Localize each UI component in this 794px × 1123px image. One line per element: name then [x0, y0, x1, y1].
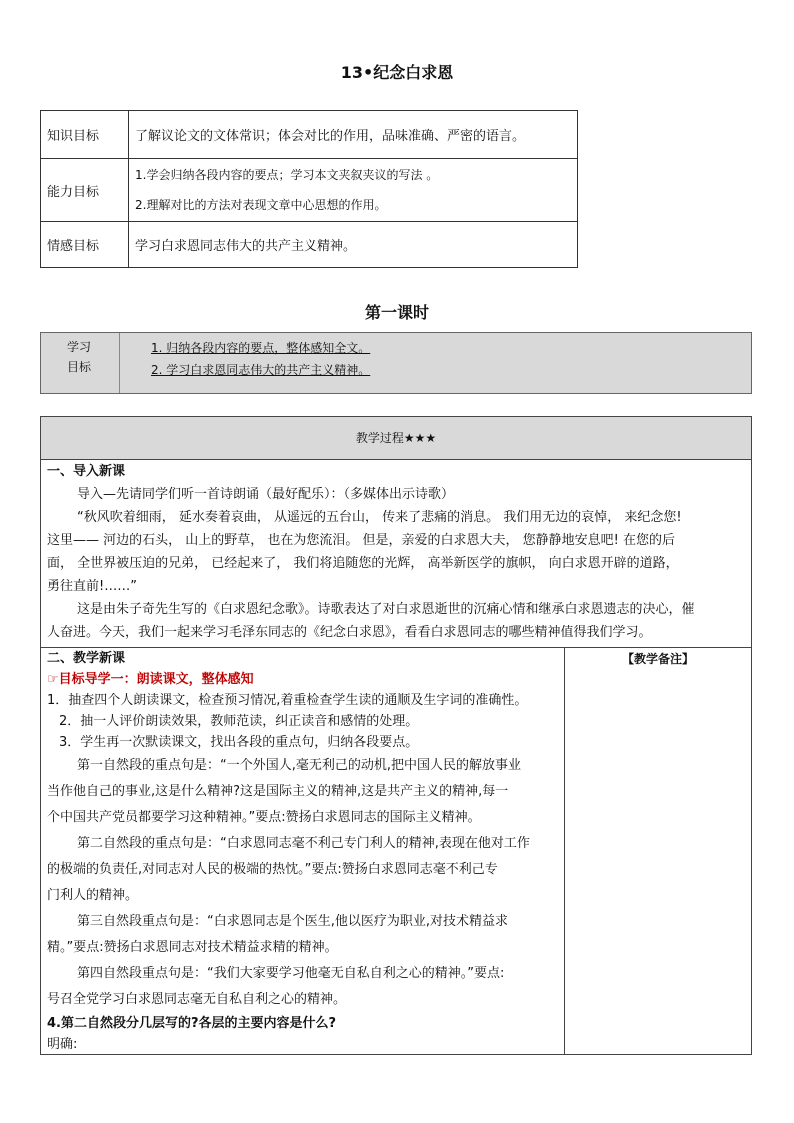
- para4-line-2: 号召全党学习白求恩同志毫无自私自利之心的精神。: [47, 992, 347, 1007]
- step-1: 1．抽查四个人朗读课文，检查预习情况,着重检查学生读的通顺及生字词的准确性。: [47, 693, 528, 708]
- para2-line-2: 的极端的负责任,对同志对人民的极端的热忱。”要点:赞扬白求恩同志毫不利己专: [47, 862, 498, 877]
- ability-label: 能力目标: [41, 159, 129, 222]
- lesson-title: 第一课时: [364, 303, 429, 322]
- question-4: 4.第二自然段分几层写的?各层的主要内容是什么?: [47, 1016, 337, 1031]
- ability-item-2: 2.理解对比的方法对表现文章中心思想的作用。: [135, 198, 387, 212]
- para1-line-2: 当作他自己的事业,这是什么精神?这是国际主义的精神,这是共产主义的精神,每一: [47, 784, 509, 799]
- section-1-title: 一、导入新课: [47, 464, 126, 479]
- study-goal-item-2: 2. 学习白求恩同志伟大的共产主义精神。: [151, 363, 371, 377]
- step-3: 3．学生再一次默读课文，找出各段的重点句，归纳各段要点。: [59, 735, 419, 750]
- process-header: 教学过程★★★: [41, 417, 751, 460]
- new-lesson-box: [40, 648, 752, 1055]
- para2-line-1: 第二自然段的重点句是：“白求恩同志毫不利己专门利人的精神,表现在他对工作: [77, 836, 530, 851]
- divider: [119, 333, 120, 393]
- summary-line-2: 人奋进。今天，我们一起来学习毛泽东同志的《纪念白求恩》，看看白求恩同志的哪些精神值得我们学习。: [47, 625, 652, 640]
- para4-line-1: 第四自然段重点句是：“我们大家要学习他毫无自私自利之心的精神。”要点:: [77, 966, 505, 981]
- step-2: 2．抽一人评价朗读效果，教师范读，纠正读音和感情的处理。: [59, 714, 419, 729]
- study-goals-label-line-1: 学习: [66, 340, 91, 354]
- teaching-process-box: [40, 416, 752, 648]
- teaching-notes-label: 【教学备注】: [621, 652, 694, 666]
- poem-line-2: 这里—— 河边的石头， 山上的野草， 也在为您流泪。 但是，亲爱的白求恩大夫， 您静静地安息吧! 在您的后: [47, 533, 676, 548]
- study-goal-item-1: 1. 归纳各段内容的要点，整体感知全文。: [151, 341, 371, 355]
- study-goals-label-line-2: 目标: [66, 360, 91, 374]
- poem-line-3: 面， 全世界被压迫的兄弟， 已经起来了， 我们将追随您的光辉， 高举新医学的旗帜， 向白求恩开辟的道路，: [47, 556, 679, 571]
- objective-row-ability: [41, 159, 578, 222]
- intro-paragraph: 导入—先请同学们听一首诗朗诵（最好配乐）：（多媒体出示诗歌）: [77, 487, 455, 502]
- knowledge-label: 知识目标: [41, 111, 129, 159]
- emotion-label: 情感目标: [41, 222, 129, 268]
- study-goals-box: [40, 332, 752, 394]
- poem-line-1: “秋风吹着细雨， 延水奏着哀曲， 从遥远的五台山， 传来了悲痛的消息。 我们用无边的哀悼， 来纪念您!: [77, 510, 682, 525]
- objectives-table: [40, 110, 578, 268]
- study-goals-label: [41, 337, 117, 377]
- para3-line-2: 精。”要点:赞扬白求恩同志对技术精益求精的精神。: [47, 940, 338, 955]
- para3-line-1: 第三自然段重点句是：“白求恩同志是个医生,他以医疗为职业,对技术精益求: [77, 914, 509, 929]
- knowledge-text: 了解议论文的文体常识；体会对比的作用，品味准确、严密的语言。: [129, 111, 578, 159]
- pointing-hand-icon: ☞: [47, 672, 59, 687]
- summary-line-1: 这是由朱子奇先生写的《白求恩纪念歌》。诗歌表达了对白求恩逝世的沉痛心情和继承白求恩遗志的决心，催: [77, 602, 695, 617]
- para2-line-3: 门利人的精神。: [47, 888, 139, 903]
- guide-heading: [41, 669, 564, 690]
- poem-line-4: 勇往直前!……”: [47, 579, 137, 594]
- lesson-content-column: [41, 648, 565, 1054]
- page-title: 13•纪念白求恩: [340, 63, 454, 82]
- guide-title: 目标导学一：朗读课文，整体感知: [58, 672, 254, 687]
- ability-item-1: 1.学会归纳各段内容的要点；学习本文夹叙夹议的写法 。: [135, 168, 439, 182]
- ability-cell: [129, 159, 578, 222]
- objective-row-knowledge: [41, 111, 578, 159]
- answer-label: 明确:: [47, 1037, 78, 1052]
- emotion-text: 学习白求恩同志伟大的共产主义精神。: [129, 222, 578, 268]
- section-2-title: 二、教学新课: [47, 651, 126, 666]
- para1-line-1: 第一自然段的重点句是：“一个外国人,毫无利己的动机,把中国人民的解放事业: [77, 758, 522, 773]
- para1-line-3: 个中国共产党员都要学习这种精神。”要点:赞扬白求恩同志的国际主义精神。: [47, 810, 481, 825]
- objective-row-emotion: [41, 222, 578, 268]
